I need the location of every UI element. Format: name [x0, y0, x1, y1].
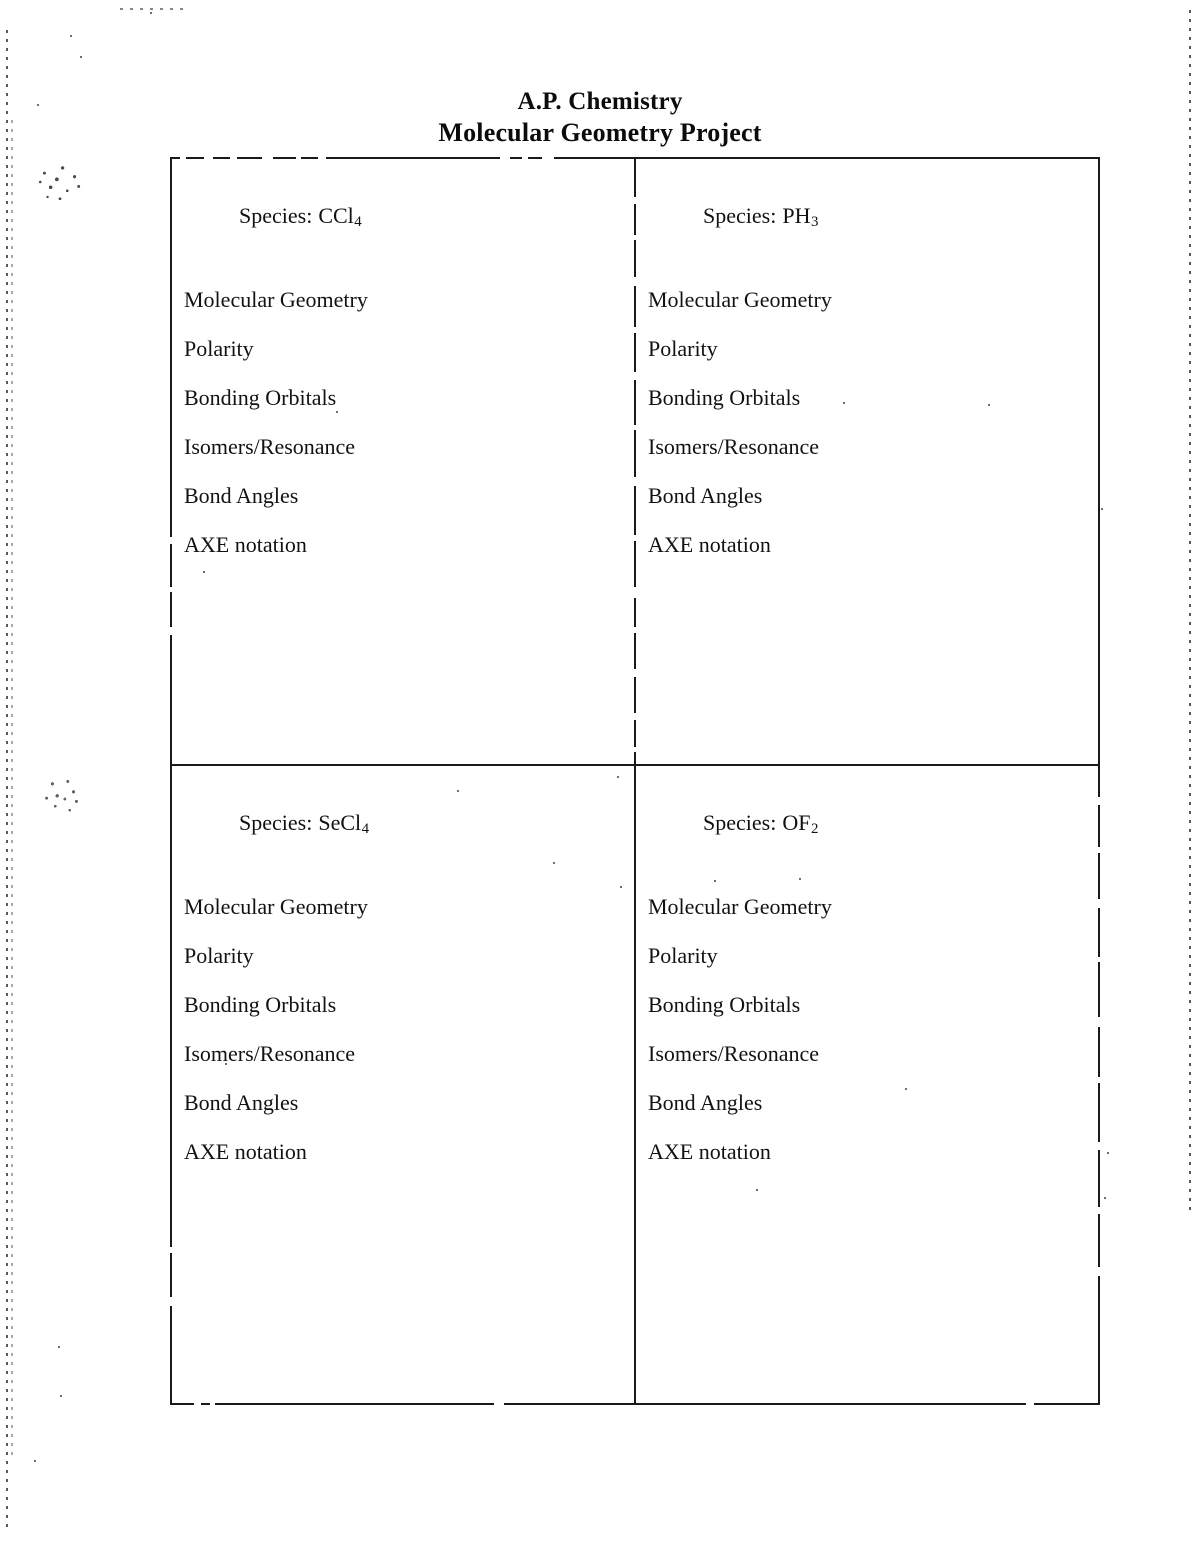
- field-list: [184, 286, 634, 557]
- field-isomers-resonance: Isomers/Resonance: [648, 1040, 820, 1066]
- species-cell-top-right: [636, 159, 1098, 764]
- species-label: Species:: [239, 810, 313, 835]
- field-axe-notation: AXE notation: [184, 1138, 307, 1164]
- species-label: Species:: [703, 203, 777, 228]
- species-heading: [184, 165, 634, 273]
- scan-noise-left-edge-secondary: [11, 120, 13, 1460]
- field-molecular-geometry: Molecular Geometry: [184, 893, 368, 919]
- field-bond-angles: Bond Angles: [184, 1089, 299, 1115]
- species-formula: [318, 810, 369, 835]
- field-polarity: Polarity: [648, 942, 718, 968]
- species-formula-base: PH: [782, 203, 811, 228]
- species-formula-subscript: 3: [810, 213, 819, 230]
- field-molecular-geometry: Molecular Geometry: [648, 893, 832, 919]
- field-axe-notation: AXE notation: [184, 531, 307, 557]
- scan-fleck: [150, 12, 152, 14]
- scan-fleck: [1107, 1152, 1109, 1154]
- scan-noise-top-edge: [120, 8, 190, 10]
- field-bond-angles: Bond Angles: [184, 482, 299, 508]
- field-molecular-geometry: Molecular Geometry: [184, 286, 368, 312]
- field-axe-notation: AXE notation: [648, 1138, 771, 1164]
- species-cell-bottom-left: [172, 766, 634, 1403]
- field-axe-notation: AXE notation: [648, 531, 771, 557]
- field-list: [648, 286, 1098, 557]
- species-heading: [184, 772, 634, 880]
- field-bond-angles: Bond Angles: [648, 482, 763, 508]
- scan-fleck: [60, 1395, 62, 1397]
- species-formula-base: OF: [782, 810, 811, 835]
- species-formula: [782, 203, 818, 228]
- table-border-right: [1098, 157, 1100, 1405]
- field-polarity: Polarity: [648, 335, 718, 361]
- page-title: [0, 86, 1200, 148]
- scan-fleck: [70, 35, 72, 37]
- field-list: [648, 893, 1098, 1164]
- species-formula-subscript: 4: [361, 820, 370, 837]
- scan-speckle-blob-lower: [38, 775, 86, 815]
- field-isomers-resonance: Isomers/Resonance: [184, 433, 356, 459]
- species-heading: [648, 772, 1098, 880]
- field-bond-angles: Bond Angles: [648, 1089, 763, 1115]
- species-formula-base: SeCl: [318, 810, 362, 835]
- species-formula-subscript: 4: [354, 213, 362, 230]
- field-bonding-orbitals: Bonding Orbitals: [184, 991, 337, 1017]
- title-line-project: Molecular Geometry Project: [438, 118, 762, 147]
- scan-fleck: [1101, 508, 1103, 510]
- scan-noise-right-edge: [1189, 10, 1191, 1210]
- worksheet-table: [170, 157, 1100, 1405]
- species-label: Species:: [703, 810, 777, 835]
- scan-fleck: [80, 56, 82, 58]
- field-isomers-resonance: Isomers/Resonance: [184, 1040, 356, 1066]
- field-bonding-orbitals: Bonding Orbitals: [648, 991, 801, 1017]
- species-formula: [782, 810, 818, 835]
- scan-fleck: [1104, 1197, 1106, 1199]
- field-bonding-orbitals: Bonding Orbitals: [648, 384, 801, 410]
- scan-fleck: [34, 1460, 36, 1462]
- scan-fleck: [58, 1346, 60, 1348]
- species-cell-top-left: [172, 159, 634, 764]
- title-line-course: A.P. Chemistry: [517, 88, 683, 115]
- field-molecular-geometry: Molecular Geometry: [648, 286, 832, 312]
- species-cell-bottom-right: [636, 766, 1098, 1403]
- scan-speckle-blob-upper: [34, 160, 86, 204]
- species-label: Species:: [239, 203, 313, 228]
- field-polarity: Polarity: [184, 942, 254, 968]
- field-polarity: Polarity: [184, 335, 254, 361]
- scan-noise-left-edge: [6, 30, 8, 1530]
- species-formula-subscript: 2: [810, 820, 819, 837]
- field-bonding-orbitals: Bonding Orbitals: [184, 384, 337, 410]
- species-formula: [318, 203, 361, 228]
- field-list: [184, 893, 634, 1164]
- species-formula-base: CCl: [318, 203, 354, 228]
- field-isomers-resonance: Isomers/Resonance: [648, 433, 820, 459]
- species-heading: [648, 165, 1098, 273]
